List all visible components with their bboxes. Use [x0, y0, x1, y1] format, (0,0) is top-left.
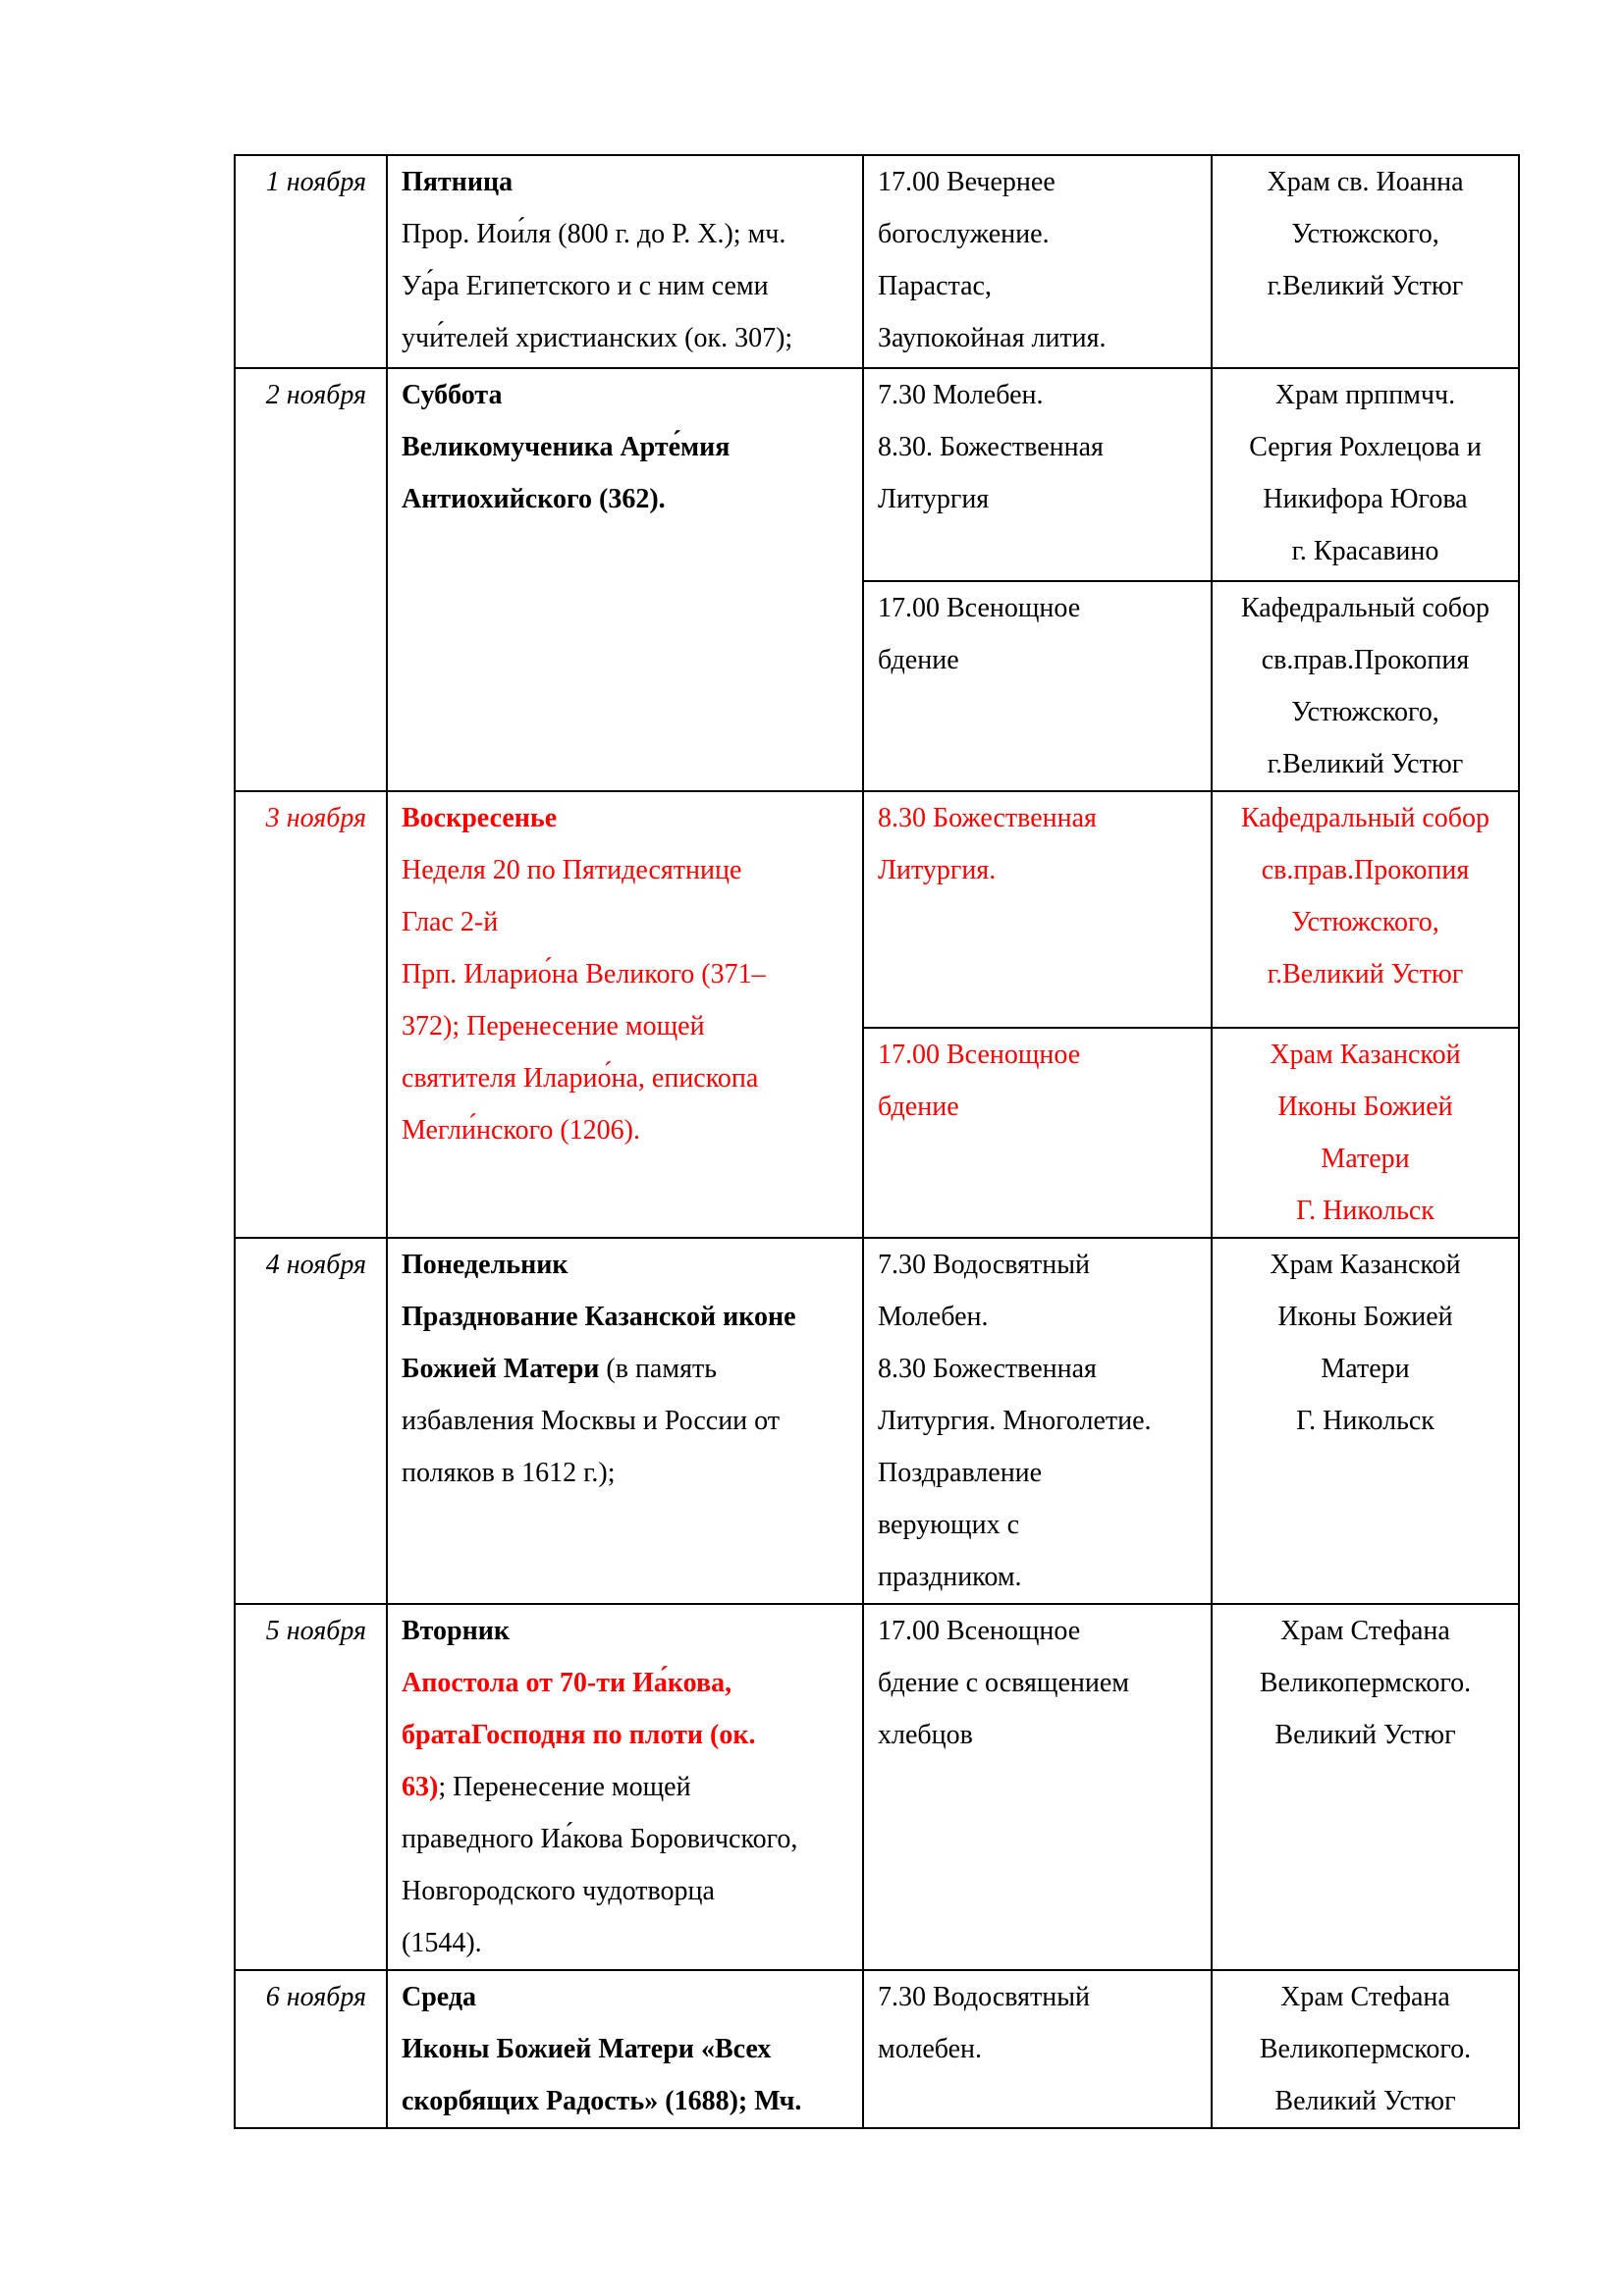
- place-cell: [1212, 1970, 1519, 2128]
- day-name: Среда: [402, 1982, 477, 2012]
- service-line: Поздравление: [878, 1458, 1043, 1488]
- table-row: [235, 1604, 1519, 1970]
- service-line: Литургия. Многолетие.: [878, 1406, 1152, 1436]
- place-line: Храм св. Иоанна: [1267, 167, 1464, 197]
- service-line: богослужение.: [878, 219, 1050, 249]
- service-line: 7.30 Водосвятный: [878, 1982, 1090, 2012]
- place-line: Храм Казанской: [1270, 1040, 1461, 1070]
- day-description-red: 63): [402, 1772, 439, 1802]
- place-line: Великопермского.: [1259, 2034, 1472, 2064]
- place-cell: [1212, 1028, 1519, 1238]
- place-line: Г. Никольск: [1296, 1196, 1435, 1226]
- service-cell: [863, 1970, 1212, 2128]
- day-description: праведного Иа́кова Боровичского,: [402, 1824, 798, 1854]
- place-line: Иконы Божией: [1277, 1092, 1453, 1122]
- day-name: Воскресенье: [402, 803, 558, 833]
- schedule-table: [234, 154, 1520, 2129]
- day-description: учи́телей христианских (ок. 307);: [402, 323, 793, 353]
- service-line: 17.00 Вечернее: [878, 167, 1056, 197]
- day-description: Новгородского чудотворца: [402, 1876, 715, 1906]
- day-name: Вторник: [402, 1616, 511, 1646]
- place-line: Храм Казанской: [1270, 1250, 1461, 1280]
- service-line: 17.00 Всенощное: [878, 1616, 1081, 1646]
- date-cell: [235, 368, 387, 791]
- date-cell: [235, 1604, 387, 1970]
- day-description: скорбящих Радость» (1688); Мч.: [402, 2086, 802, 2116]
- day-description-bold: Божией Матери: [402, 1354, 600, 1384]
- place-cell: [1212, 368, 1519, 581]
- service-line: Молебен.: [878, 1302, 989, 1332]
- place-cell: [1212, 155, 1519, 368]
- place-line: Храм Стефана: [1280, 1982, 1450, 2012]
- place-line: Кафедральный собор: [1240, 803, 1490, 833]
- service-line: Литургия.: [878, 855, 997, 885]
- table-row: [235, 1970, 1519, 2128]
- day-description: Уа́ра Египетского и с ним семи: [402, 271, 769, 301]
- day-description: [402, 1343, 856, 1395]
- service-cell: [863, 1028, 1212, 1238]
- table-row: [235, 1238, 1519, 1604]
- place-line: Матери: [1321, 1144, 1410, 1174]
- place-line: Храм Стефана: [1280, 1616, 1450, 1646]
- day-description: поляков в 1612 г.);: [402, 1458, 616, 1488]
- day-cell: [387, 155, 863, 368]
- day-cell: [387, 791, 863, 1238]
- date-label: 1 ноября: [265, 167, 366, 197]
- day-description: [402, 1761, 856, 1813]
- service-line: 7.30 Водосвятный: [878, 1250, 1090, 1280]
- date-cell: [235, 1970, 387, 2128]
- service-cell: [863, 791, 1212, 1028]
- service-line: 8.30. Божественная: [878, 432, 1104, 462]
- day-cell: [387, 1970, 863, 2128]
- place-line: Иконы Божией: [1277, 1302, 1453, 1332]
- service-line: 17.00 Всенощное: [878, 593, 1081, 623]
- service-cell: [863, 155, 1212, 368]
- day-description: Празднование Казанской иконе: [402, 1302, 796, 1332]
- day-description: Апостола от 70-ти Иа́кова,: [402, 1668, 732, 1698]
- place-cell: [1212, 791, 1519, 1028]
- day-description: святителя Иларио́на, епископа: [402, 1063, 759, 1094]
- place-cell: [1212, 581, 1519, 791]
- service-line: Заупокойная лития.: [878, 323, 1107, 353]
- service-line: 8.30 Божественная: [878, 1354, 1097, 1384]
- place-cell: [1212, 1238, 1519, 1604]
- date-label: 6 ноября: [265, 1982, 366, 2012]
- date-cell: [235, 155, 387, 368]
- service-line: верующих с: [878, 1510, 1020, 1540]
- service-line: 7.30 Молебен.: [878, 380, 1044, 410]
- day-description: избавления Москвы и России от: [402, 1406, 781, 1436]
- service-line: 17.00 Всенощное: [878, 1040, 1081, 1070]
- service-cell: [863, 1238, 1212, 1604]
- day-description: братаГосподня по плоти (ок.: [402, 1720, 756, 1750]
- day-cell: [387, 1238, 863, 1604]
- service-cell: [863, 581, 1212, 791]
- service-line: Парастас,: [878, 271, 992, 301]
- place-line: Великий Устюг: [1274, 2086, 1456, 2116]
- day-description: Неделя 20 по Пятидесятнице: [402, 855, 742, 885]
- service-cell: [863, 368, 1212, 581]
- service-cell: [863, 1604, 1212, 1970]
- place-line: Матери: [1321, 1354, 1410, 1384]
- day-name: Пятница: [402, 167, 514, 197]
- place-line: св.прав.Прокопия: [1261, 855, 1470, 885]
- place-line: св.прав.Прокопия: [1261, 645, 1470, 675]
- day-description: Прор. Иои́ля (800 г. до Р. Х.); мч.: [402, 219, 786, 249]
- service-line: бдение с освящением: [878, 1668, 1130, 1698]
- place-line: Великий Устюг: [1274, 1720, 1456, 1750]
- place-line: Устюжского,: [1291, 219, 1439, 249]
- place-line: Кафедральный собор: [1240, 593, 1490, 623]
- day-description: Прп. Иларио́на Великого (371–: [402, 959, 766, 989]
- place-line: Г. Никольск: [1296, 1406, 1435, 1436]
- day-description: Антиохийского (362).: [402, 484, 666, 514]
- date-label: 3 ноября: [265, 803, 366, 833]
- date-label: 2 ноября: [265, 380, 366, 410]
- place-line: Сергия Рохлецова и: [1249, 432, 1482, 462]
- place-line: Великопермского.: [1259, 1668, 1472, 1698]
- date-cell: [235, 1238, 387, 1604]
- place-line: Устюжского,: [1291, 697, 1439, 727]
- date-label: 4 ноября: [265, 1250, 366, 1280]
- place-line: Устюжского,: [1291, 907, 1439, 937]
- day-description-rest: ; Перенесение мощей: [438, 1772, 691, 1802]
- table-row: [235, 368, 1519, 581]
- service-line: бдение: [878, 645, 959, 675]
- place-line: Храм прппмчч.: [1274, 380, 1456, 410]
- day-cell: [387, 1604, 863, 1970]
- table-row: [235, 791, 1519, 1028]
- place-line: г.Великий Устюг: [1267, 749, 1464, 779]
- place-line: г.Великий Устюг: [1267, 271, 1464, 301]
- table-row: [235, 155, 1519, 368]
- day-description: Мегли́нского (1206).: [402, 1115, 641, 1146]
- date-cell: [235, 791, 387, 1238]
- day-description: Великомученика Арте́мия: [402, 432, 731, 462]
- place-line: Никифора Югова: [1263, 484, 1468, 514]
- date-label: 5 ноября: [265, 1616, 366, 1646]
- place-cell: [1212, 1604, 1519, 1970]
- service-line: 8.30 Божественная: [878, 803, 1097, 833]
- day-description: (1544).: [402, 1928, 482, 1958]
- service-line: молебен.: [878, 2034, 983, 2064]
- service-line: хлебцов: [878, 1720, 973, 1750]
- day-cell: [387, 368, 863, 791]
- service-line: бдение: [878, 1092, 959, 1122]
- day-description: 372); Перенесение мощей: [402, 1011, 705, 1041]
- day-description: Глас 2-й: [402, 907, 499, 937]
- service-line: праздником.: [878, 1562, 1022, 1592]
- day-name: Суббота: [402, 380, 503, 410]
- service-line: Литургия: [878, 484, 990, 514]
- place-line: г. Красавино: [1291, 536, 1439, 566]
- day-name: Понедельник: [402, 1250, 568, 1280]
- day-description: Иконы Божией Матери «Всех: [402, 2034, 772, 2064]
- place-line: г.Великий Устюг: [1267, 959, 1464, 989]
- day-description-rest: (в память: [599, 1354, 717, 1384]
